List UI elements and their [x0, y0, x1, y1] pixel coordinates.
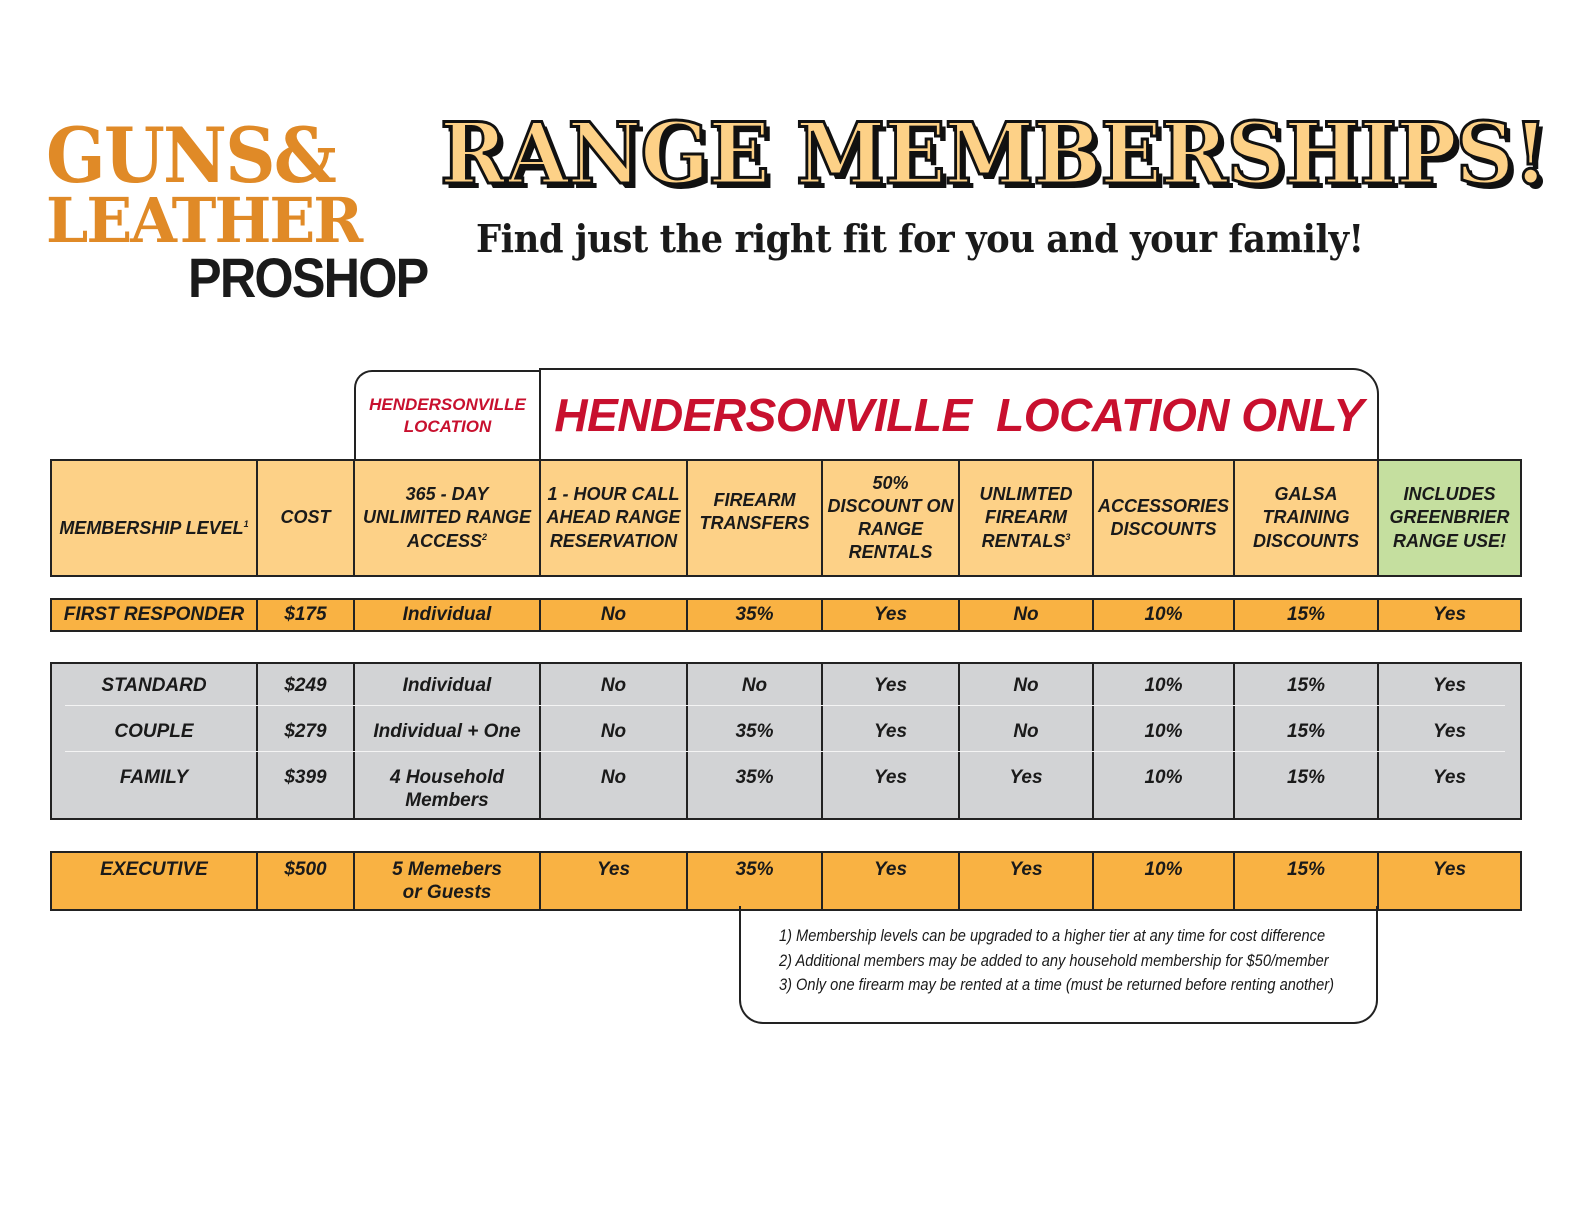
cell-greenbrier: Yes	[1378, 852, 1521, 910]
table-row-couple	[51, 710, 1521, 757]
cell-greenbrier: Yes	[1378, 756, 1521, 819]
cell-training: 15%	[1234, 852, 1378, 910]
cell-call-ahead: No	[540, 710, 687, 757]
cell-firearm-rentals: Yes	[959, 756, 1093, 819]
row-divider	[65, 705, 1505, 706]
cell-accessories: 10%	[1093, 710, 1234, 757]
cell-cost: $500	[257, 852, 354, 910]
cell-level: FAMILY	[51, 756, 257, 819]
footnotes-box	[739, 906, 1378, 1024]
table-row-executive	[51, 852, 1521, 910]
cell-accessories: 10%	[1093, 852, 1234, 910]
standard-tiers-table	[50, 662, 1522, 820]
cell-call-ahead: No	[540, 599, 687, 631]
cell-training: 15%	[1234, 756, 1378, 819]
header-accessories-discounts: ACCESSORIES DISCOUNTS	[1093, 460, 1234, 576]
cell-transfers: 35%	[687, 599, 822, 631]
table-row-family	[51, 756, 1521, 819]
cell-access: 5 Memebers or Guests	[354, 852, 540, 910]
header-firearm-rentals: UNLIMTED FIREARM RENTALS$^3$	[959, 460, 1093, 576]
cell-rental-discount: Yes	[822, 663, 959, 710]
cell-level: STANDARD	[51, 663, 257, 710]
header-call-ahead: 1 - HOUR CALL AHEAD RANGE RESERVATION	[540, 460, 687, 576]
cell-cost: $399	[257, 756, 354, 819]
logo-guns-text: GUNS&	[46, 111, 336, 200]
table-row-first-responder	[51, 599, 1521, 631]
cell-call-ahead: No	[540, 663, 687, 710]
cell-cost: $279	[257, 710, 354, 757]
cell-accessories: 10%	[1093, 663, 1234, 710]
header-galsa-training: GALSA TRAINING DISCOUNTS	[1234, 460, 1378, 576]
cell-transfers: No	[687, 663, 822, 710]
cell-greenbrier: Yes	[1378, 599, 1521, 631]
cell-access: Individual	[354, 663, 540, 710]
cell-access: Individual + One	[354, 710, 540, 757]
cell-greenbrier: Yes	[1378, 710, 1521, 757]
first-responder-table	[50, 598, 1522, 632]
cell-level: FIRST RESPONDER	[51, 599, 257, 631]
footnote: 2) Additional members may be added to any household membership for $50/member	[779, 950, 1329, 970]
page-title: RANGE MEMBERSHIPS!	[440, 104, 1548, 203]
cell-rental-discount: Yes	[822, 599, 959, 631]
header-range-rental-discount: 50% DISCOUNT ON RANGE RENTALS	[822, 460, 959, 576]
cell-call-ahead: Yes	[540, 852, 687, 910]
cell-cost: $249	[257, 663, 354, 710]
page-subtitle: Find just the right fit for you and your family!	[476, 216, 1364, 261]
cell-firearm-rentals: No	[959, 710, 1093, 757]
table-row-standard	[51, 663, 1521, 710]
cell-firearm-rentals: No	[959, 599, 1093, 631]
cell-accessories: 10%	[1093, 599, 1234, 631]
header-cost: COST	[257, 460, 354, 576]
cell-firearm-rentals: No	[959, 663, 1093, 710]
cell-rental-discount: Yes	[822, 756, 959, 819]
location-label-big: HENDERSONVILLE LOCATION ONLY	[539, 368, 1379, 460]
cell-training: 15%	[1234, 710, 1378, 757]
cell-level: EXECUTIVE	[51, 852, 257, 910]
logo-leather-text: LEATHER	[46, 184, 362, 257]
cell-training: 15%	[1234, 599, 1378, 631]
header-firearm-transfers: FIREARM TRANSFERS	[687, 460, 822, 576]
cell-greenbrier: Yes	[1378, 663, 1521, 710]
row-divider	[65, 751, 1505, 752]
footnote: 3) Only one firearm may be rented at a time (must be returned before renting another)	[779, 975, 1335, 995]
cell-call-ahead: No	[540, 756, 687, 819]
location-label-small: HENDERSONVILLE LOCATION	[354, 370, 541, 460]
header-range-access: 365 - DAY UNLIMITED RANGE ACCESS$^2$	[354, 460, 540, 576]
cell-rental-discount: Yes	[822, 852, 959, 910]
cell-accessories: 10%	[1093, 756, 1234, 819]
column-header-table	[50, 459, 1522, 577]
header-membership-level: MEMBERSHIP LEVEL$^1$	[51, 460, 257, 576]
cell-rental-discount: Yes	[822, 710, 959, 757]
header-greenbrier: INCLUDES GREENBRIER RANGE USE!	[1378, 460, 1521, 576]
cell-transfers: 35%	[687, 756, 822, 819]
cell-level: COUPLE	[51, 710, 257, 757]
cell-transfers: 35%	[687, 710, 822, 757]
cell-access: 4 Household Members	[354, 756, 540, 819]
cell-transfers: 35%	[687, 852, 822, 910]
cell-cost: $175	[257, 599, 354, 631]
cell-access: Individual	[354, 599, 540, 631]
cell-training: 15%	[1234, 663, 1378, 710]
cell-firearm-rentals: Yes	[959, 852, 1093, 910]
logo-proshop-text: PROSHOP	[188, 246, 428, 309]
executive-table	[50, 851, 1522, 911]
footnote: 1) Membership levels can be upgraded to a higher tier at any time for cost difference	[779, 926, 1326, 945]
